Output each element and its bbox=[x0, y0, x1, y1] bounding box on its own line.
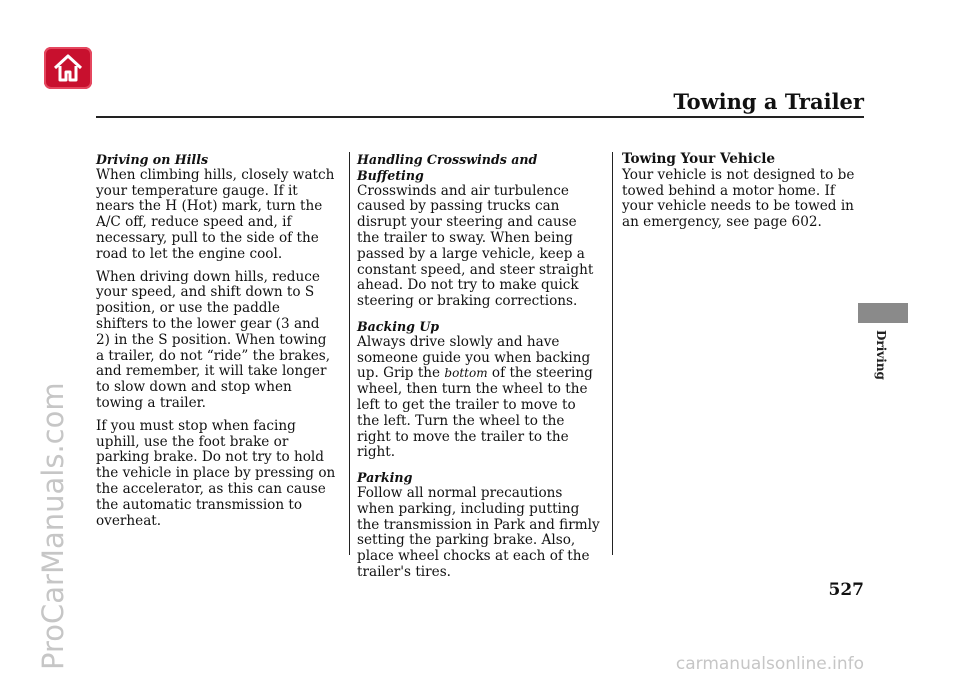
heading-towing-your-vehicle: Towing Your Vehicle bbox=[622, 151, 776, 167]
paragraph-parking: Follow all normal precautions when parking, including putting the transmission in Park and firmly setting the parking brake. Also, place wheel chocks at each of the trailer's tires. bbox=[357, 484, 600, 580]
page-number: 527 bbox=[828, 580, 864, 600]
page-title: Towing a Trailer bbox=[673, 89, 864, 114]
paragraph-backing-up bbox=[357, 335, 601, 461]
heading-parking: Parking bbox=[357, 470, 413, 486]
column-handling bbox=[357, 152, 601, 588]
paragraph-stop-uphill: If you must stop when facing uphill, use the foot brake or parking brake. Do not try to hold the vehicle in place by pressing on the accelerator, as this can cause the automatic transmission to overheat. bbox=[96, 417, 336, 529]
section-tab-marker[interactable] bbox=[858, 303, 908, 323]
paragraph-crosswinds: Crosswinds and air turbulence caused by passing trucks can disrupt your steering and cause the trailer to sway. When being passed by a large vehicle, keep a constant speed, and steer straight ahead. Do not try to make quick steering or braking corrections. bbox=[357, 182, 594, 310]
column-towing-vehicle bbox=[622, 152, 862, 238]
backing-up-text-b: of the steering wheel, then turn the wheel to the left to get the trailer to move to the left. Turn the wheel to the right to move the trailer to the right. bbox=[357, 365, 593, 461]
backing-up-text-a: Always drive slowly and have someone guide you when backing up. Grip the bbox=[357, 333, 591, 382]
paragraph-towing-vehicle: Your vehicle is not designed to be towed behind a motor home. If your vehicle needs to be towed in an emergency, see page 602. bbox=[622, 166, 855, 231]
section-tab-label: Driving bbox=[874, 330, 888, 380]
home-icon bbox=[52, 53, 84, 83]
column-divider bbox=[349, 152, 350, 555]
column-driving-on-hills bbox=[96, 152, 336, 536]
heading-backing-up: Backing Up bbox=[357, 318, 440, 334]
watermark-left: ProCarManuals.com bbox=[36, 382, 70, 670]
column-divider bbox=[612, 152, 613, 555]
backing-up-emphasis: bottom bbox=[444, 366, 488, 381]
watermark-bottom: carmanualsonline.info bbox=[675, 654, 864, 674]
home-button[interactable] bbox=[44, 47, 92, 89]
header-rule bbox=[96, 116, 864, 118]
paragraph-down-hills: When driving down hills, reduce your speed, and shift down to S position, or use the paddle shifters to the lower gear (3 and 2) in the S position. When towing a trailer, do not “ride” the brakes, and remember, it will take longer to slow down and stop when towing a trailer. bbox=[96, 268, 331, 411]
paragraph-climbing-hills: When climbing hills, closely watch your temperature gauge. If it nears the H (Hot) mark, turn the A/C off, reduce speed and, if necessary, pull to the side of the road to let the engine cool. bbox=[96, 166, 335, 262]
heading-crosswinds: Handling Crosswinds and Buffeting bbox=[357, 152, 538, 183]
heading-driving-on-hills: Driving on Hills bbox=[96, 152, 209, 167]
